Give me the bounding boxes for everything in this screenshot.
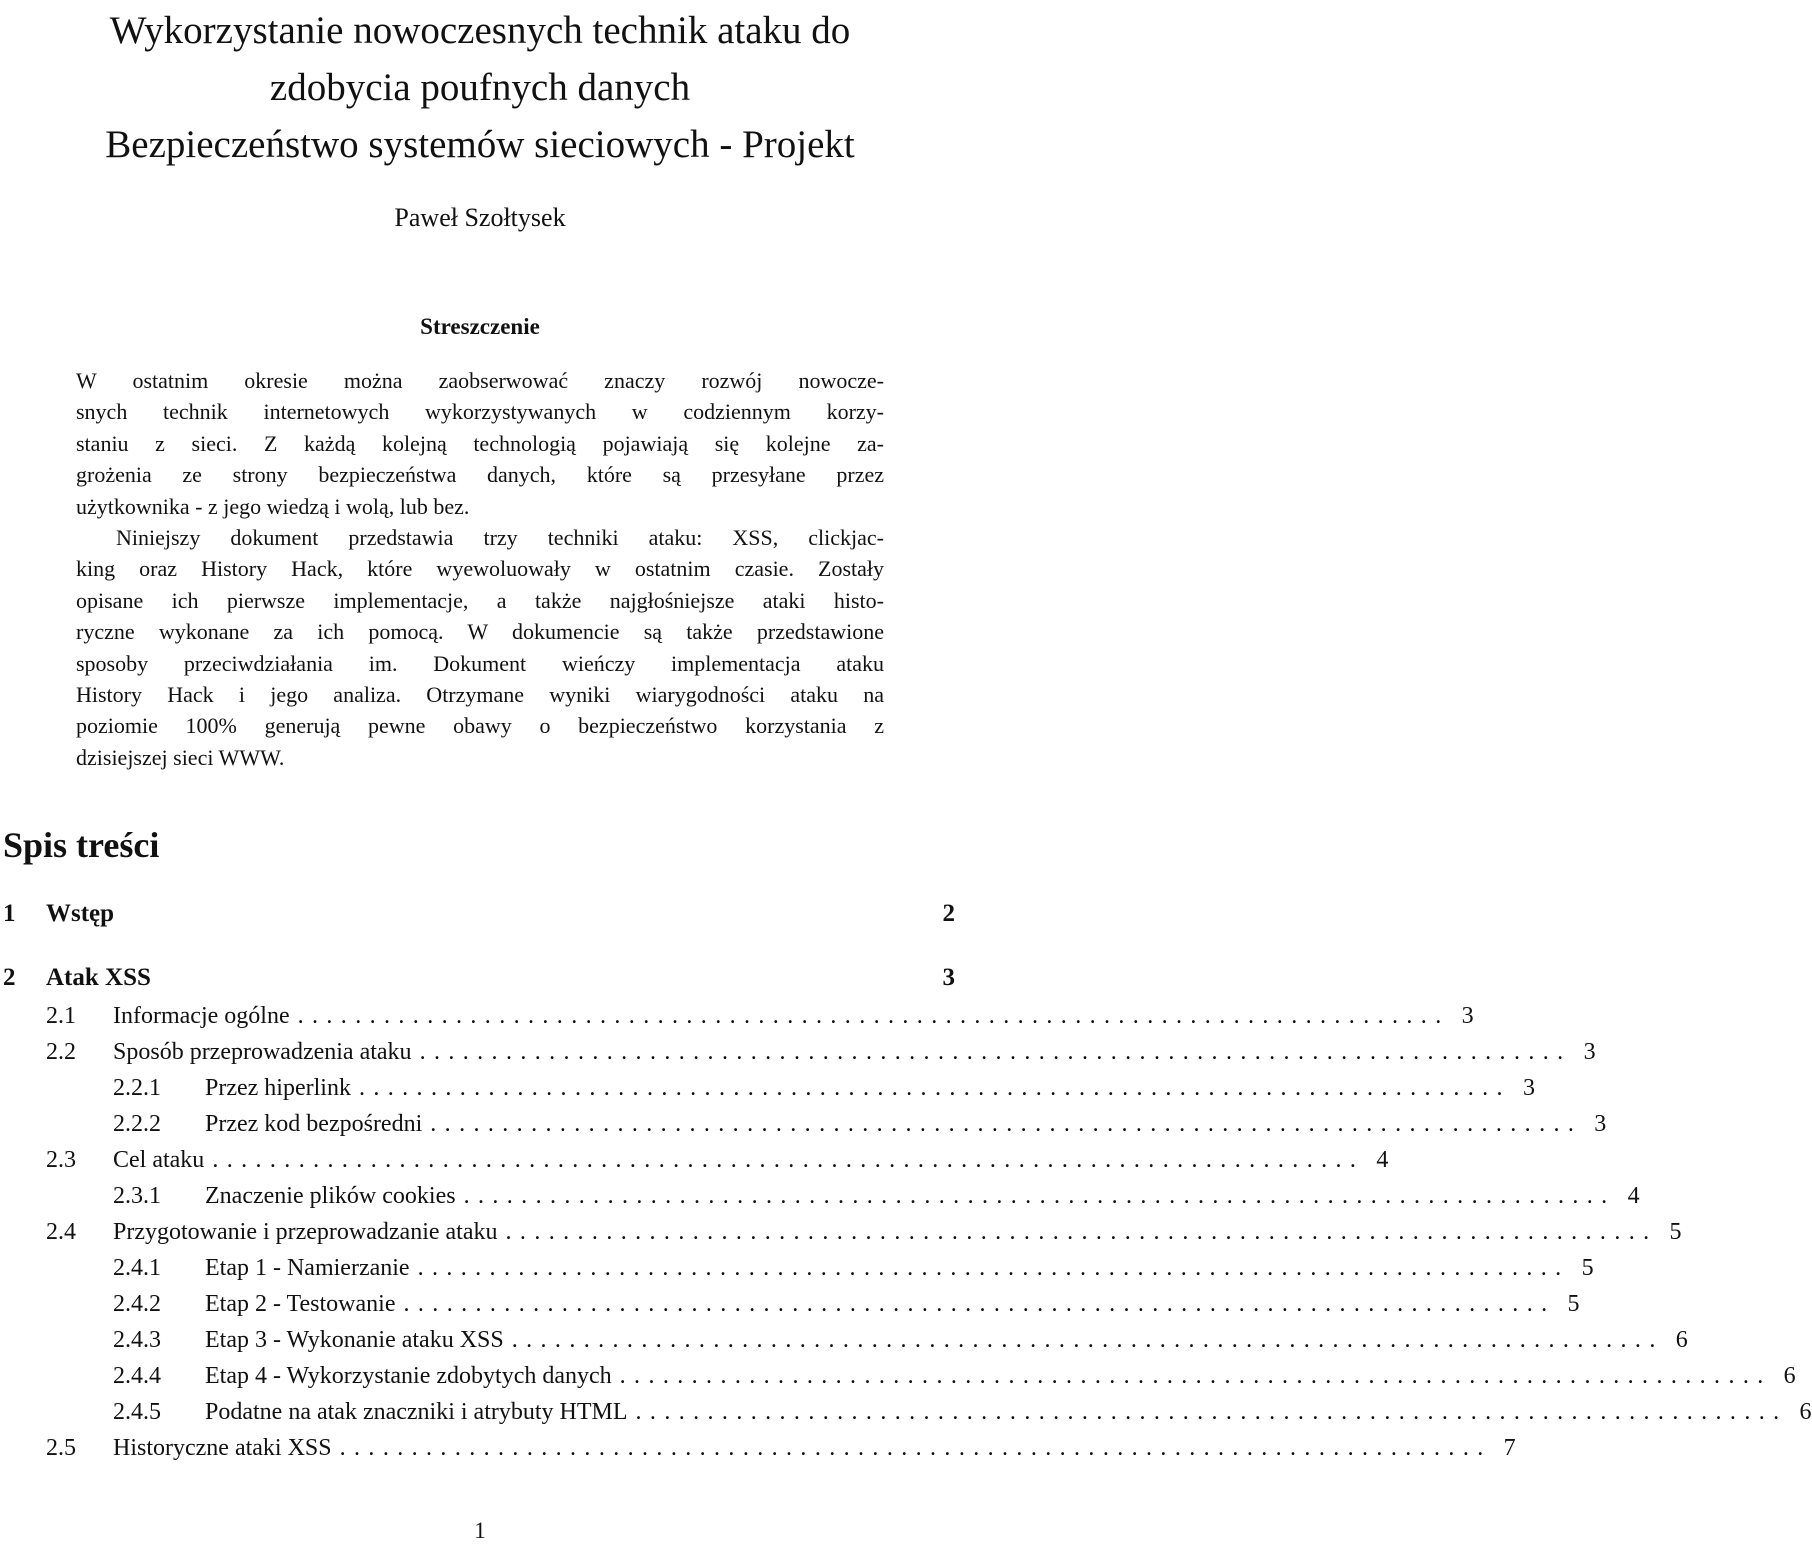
document-title: [0, 2, 960, 173]
title-line: zdobycia poufnych danych: [269, 66, 691, 109]
toc-section-number: 2: [3, 964, 16, 991]
toc-dot-leader: ................................................................................: [212, 1147, 1365, 1173]
abstract-line: dzisiejszej sieci WWW.: [76, 744, 285, 770]
toc-entry-number: 2.4.4: [113, 1363, 161, 1389]
toc-entry[interactable]: [113, 1071, 1535, 1105]
toc-entry[interactable]: [113, 1251, 1594, 1285]
toc-entry-number: 2.3: [46, 1147, 76, 1173]
toc-entry-title: Przez kod bezpośredni: [205, 1111, 423, 1137]
toc-entry[interactable]: [46, 1035, 1596, 1069]
abstract-line: poziomie 100% generują pewne obawy o bezpieczeństwo korzystania z: [76, 713, 884, 739]
toc-entry-page: 3: [1583, 1039, 1596, 1065]
abstract-line: ryczne wykonane za ich pomocą. W dokumencie są także przedstawione: [76, 619, 884, 645]
abstract-line: Niniejszy dokument przedstawia trzy techniki ataku: XSS, clickjac-: [116, 524, 884, 550]
toc-entry-number: 2.4.3: [113, 1327, 161, 1353]
abstract-line: W ostatnim okresie można zaobserwować znaczy rozwój nowocze-: [76, 368, 884, 393]
toc-entry-number: 2.2: [46, 1039, 76, 1065]
abstract-line: sposoby przeciwdziałania im. Dokument wieńczy implementacja ataku: [76, 650, 884, 676]
toc-dot-leader: ................................................................................: [339, 1435, 1492, 1461]
abstract-line: staniu z sieci. Z każdą kolejną technologią pojawiają się kolejne za-: [76, 430, 884, 456]
toc-dot-leader: ................................................................................: [417, 1255, 1570, 1281]
toc-entry[interactable]: [113, 1395, 1812, 1429]
abstract-line: grożenia ze strony bezpieczeństwa danych, które są przesyłane przez: [76, 462, 884, 488]
toc-entry-number: 2.2.1: [113, 1075, 161, 1101]
toc-entry-title: Podatne na atak znaczniki i atrybuty HTML: [205, 1399, 628, 1425]
title-line: Wykorzystanie nowoczesnych technik ataku do: [109, 9, 851, 52]
toc-entry[interactable]: [113, 1287, 1580, 1321]
toc-dot-leader: ................................................................................: [505, 1219, 1658, 1245]
toc-entry-number: 2.1: [46, 1003, 76, 1029]
toc-section-1[interactable]: [3, 897, 955, 931]
toc-entry-title: Sposób przeprowadzenia ataku: [113, 1039, 412, 1065]
toc-entry-number: 2.3.1: [113, 1183, 161, 1209]
toc-dot-leader: ................................................................................: [430, 1111, 1583, 1137]
toc-entry[interactable]: [46, 1143, 1389, 1177]
toc-entry[interactable]: [46, 1431, 1516, 1465]
toc-entry-page: 5: [1567, 1291, 1580, 1317]
toc-entry-title: Przygotowanie i przeprowadzanie ataku: [113, 1219, 498, 1245]
toc-entry-page: 4: [1627, 1183, 1640, 1209]
toc-entry-title: Etap 1 - Namierzanie: [205, 1255, 410, 1281]
toc-dot-leader: ................................................................................: [419, 1039, 1572, 1065]
toc-entry[interactable]: [113, 1359, 1796, 1393]
abstract-line: użytkownika - z jego wiedzą i wolą, lub bez.: [76, 493, 470, 519]
title-line: Bezpieczeństwo systemów sieciowych - Projekt: [105, 123, 855, 166]
toc-entry[interactable]: [113, 1323, 1688, 1357]
toc-entry-number: 2.2.2: [113, 1111, 161, 1137]
abstract-line: snych technik internetowych wykorzystywanych w codziennym korzy-: [76, 399, 884, 425]
toc-section-number: 1: [3, 900, 16, 927]
abstract-line: king oraz History Hack, które wyewoluowały w ostatnim czasie. Zostały: [76, 556, 884, 582]
toc-dot-leader: ................................................................................: [635, 1399, 1788, 1425]
toc-entry-title: Etap 4 - Wykorzystanie zdobytych danych: [205, 1363, 612, 1389]
toc-entry[interactable]: [46, 1215, 1682, 1249]
toc-section-page: 3: [942, 964, 955, 991]
toc-entry-page: 6: [1783, 1363, 1796, 1389]
toc-dot-leader: ................................................................................: [463, 1183, 1616, 1209]
abstract-line: opisane ich pierwsze implementacje, a także najgłośniejsze ataki histo-: [76, 587, 884, 613]
abstract-body: [76, 365, 884, 773]
toc-section-title: Wstęp: [46, 900, 115, 927]
toc-entry-title: Etap 2 - Testowanie: [205, 1291, 396, 1317]
toc-entry-page: 7: [1503, 1435, 1516, 1461]
abstract-line: History Hack i jego analiza. Otrzymane wyniki wiarygodności ataku na: [76, 681, 884, 707]
author: Paweł Szołtysek: [394, 203, 566, 232]
toc-dot-leader: ................................................................................: [619, 1363, 1772, 1389]
toc-section-title: Atak XSS: [46, 964, 151, 991]
toc-entry-page: 4: [1376, 1147, 1389, 1173]
toc-entry[interactable]: [113, 1107, 1607, 1141]
toc-entry-page: 6: [1675, 1327, 1688, 1353]
toc-entry-title: Etap 3 - Wykonanie ataku XSS: [205, 1327, 504, 1353]
toc-dot-leader: ................................................................................: [403, 1291, 1556, 1317]
toc-entry-page: 5: [1669, 1219, 1682, 1245]
toc-entry-number: 2.4.5: [113, 1399, 161, 1425]
toc-entry-title: Znaczenie plików cookies: [205, 1183, 456, 1209]
abstract-heading: Streszczenie: [420, 314, 540, 339]
toc-entry-page: 5: [1581, 1255, 1594, 1281]
toc-dot-leader: ................................................................................: [297, 1003, 1450, 1029]
toc-entry-page: 3: [1594, 1111, 1607, 1137]
toc-entry-title: Historyczne ataki XSS: [113, 1435, 332, 1461]
page-number: 1: [474, 1518, 486, 1543]
toc-entry[interactable]: [113, 1179, 1640, 1213]
toc-entry[interactable]: [46, 999, 1474, 1033]
toc-entry-page: 6: [1799, 1399, 1812, 1425]
toc-entry-title: Cel ataku: [113, 1147, 205, 1173]
toc-entry-title: Informacje ogólne: [113, 1003, 290, 1029]
toc-dot-leader: ................................................................................: [511, 1327, 1664, 1353]
toc-entry-number: 2.4: [46, 1219, 76, 1245]
toc-entry-page: 3: [1461, 1003, 1474, 1029]
toc-entry-number: 2.5: [46, 1435, 76, 1461]
toc-entry-number: 2.4.2: [113, 1291, 161, 1317]
toc-entry-number: 2.4.1: [113, 1255, 161, 1281]
toc-dot-leader: ................................................................................: [358, 1075, 1511, 1101]
toc-entry-page: 3: [1522, 1075, 1535, 1101]
toc-section-page: 2: [942, 900, 955, 927]
toc-entry-title: Przez hiperlink: [205, 1075, 351, 1101]
toc-section-2[interactable]: [3, 961, 955, 995]
toc-title: Spis treści: [3, 825, 160, 865]
